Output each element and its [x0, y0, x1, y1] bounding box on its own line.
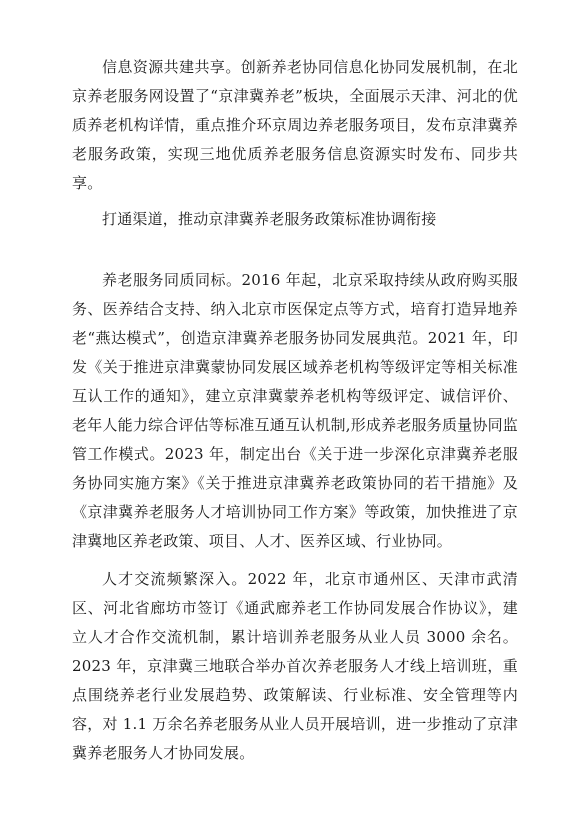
- section-heading: 打通渠道，推动京津冀养老服务政策标准协调衔接: [102, 210, 437, 228]
- paragraph-talent-exchange: 人才交流频繁深入。2022 年，北京市通州区、天津市武清区、河北省廊坊市签订《通武廊养老工作协同发展合作协议》，建立人才合作交流机制，累计培训养老服务从业人员 3000 余名。2023 年，京津冀三地联合举办首次养老服务人才线上培训班，重点围绕养老行业发展趋势、政策解读、行业标准、安全管理等内容，对 1.1 万余名养老服务从业人员开展培训，进一步推动了京津冀养老服务人才协同发展。: [72, 570, 518, 762]
- paragraph-info-sharing: 信息资源共建共享。创新养老协同信息化协同发展机制，在北京养老服务网设置了“京津冀养老”板块，全面展示天津、河北的优质养老机构详情，重点推介环京周边养老服务项目，发布京津冀养老服务政策，实现三地优质养老服务信息资源实时发布、同步共享。: [72, 58, 518, 192]
- paragraph-service-standards: 养老服务同质同标。2016 年起，北京采取持续从政府购买服务、医养结合支持、纳入北京市医保定点等方式，培育打造异地养老“燕达模式”，创造京津冀养老服务协同发展典范。2021 年，印发《关于推进京津冀蒙协同发展区域养老机构等级评定等相关标准互认工作的通知》，建立京津冀蒙养老机构等级评定、诚信评价、老年人能力综合评估等标准互通互认机制,形成养老服务质量协同监管工作模式。2023 年，制定出台《关于进一步深化京津冀养老服务协同实施方案》《关于推进京津冀养老政策协同的若干措施》及《京津冀养老服务人才培训协同工作方案》等政策，加快推进了京津冀地区养老政策、项目、人才、医养区域、行业协同。: [72, 271, 518, 550]
